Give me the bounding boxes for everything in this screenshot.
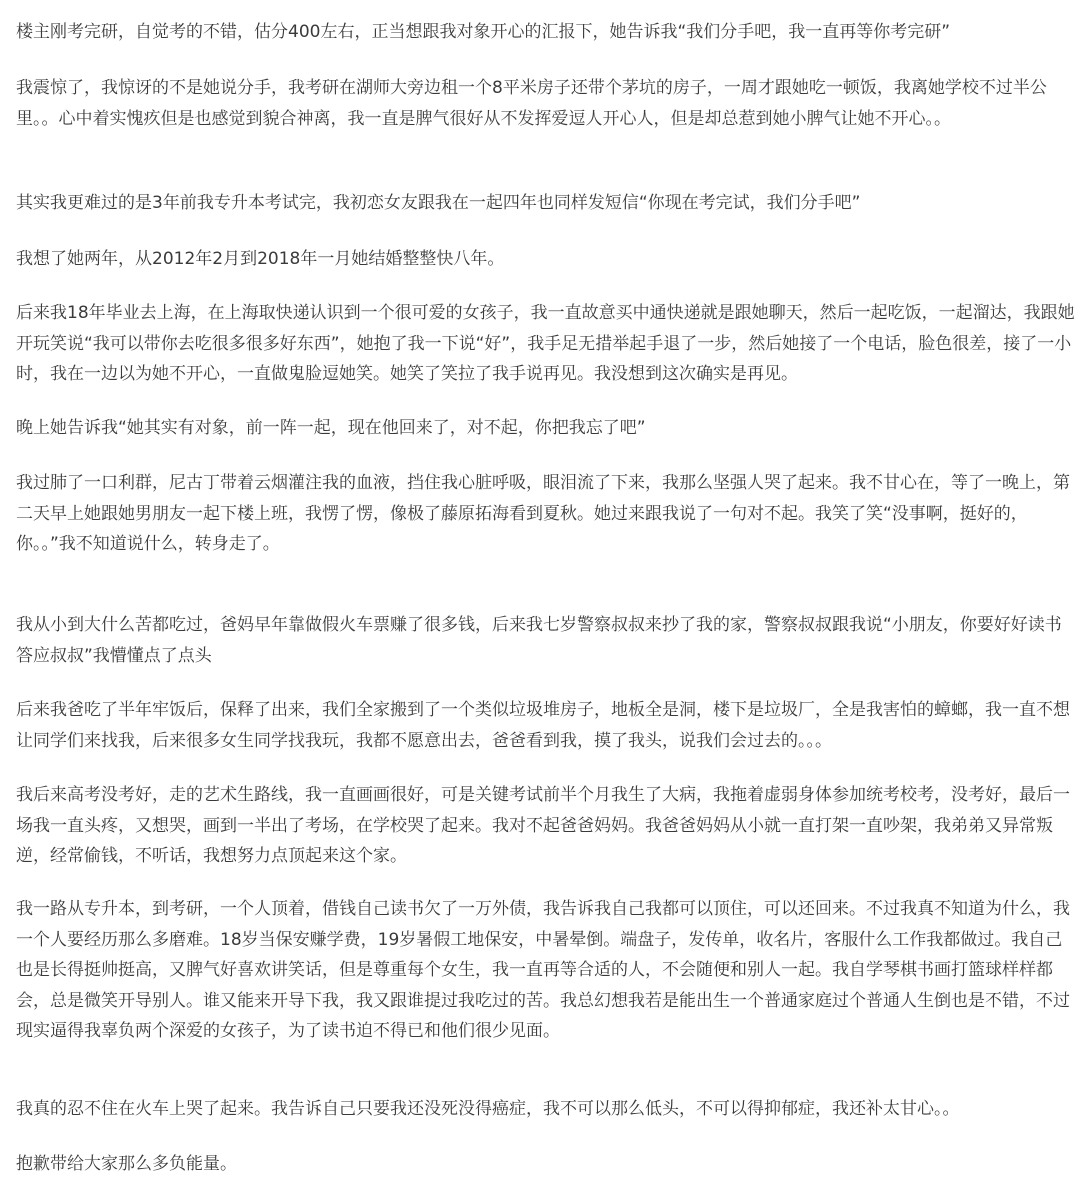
post-paragraph: 楼主刚考完研，自觉考的不错，估分400左右，正当想跟我对象开心的汇报下，她告诉我“我们分手吧，我一直再等你考完研” — [16, 22, 951, 42]
post-paragraph: 我后来高考没考好，走的艺术生路线，我一直画画很好，可是关键考试前半个月我生了大病，我拖着虚弱身体参加统考校考，没考好，最后一场我一直头疼，又想哭，画到一半出了考场，在学校哭了起来。我对不起爸爸妈妈。我爸爸妈妈从小就一直打架一直吵架，我弟弟又异常叛逆，经常偷钱，不听话，我想努力点顶起来这个家。 — [16, 785, 1070, 866]
post-paragraph: 抱歉带给大家那么多负能量。 — [16, 1154, 237, 1174]
post-paragraph: 我真的忍不住在火车上哭了起来。我告诉自己只要我还没死没得癌症，我不可以那么低头，不可以得抑郁症，我还补太甘心。。 — [16, 1099, 960, 1119]
post-paragraph: 我想了她两年，从2012年2月到2018年一月她结婚整整快八年。 — [16, 249, 505, 269]
post-paragraph: 我一路从专升本，到考研，一个人顶着，借钱自己读书欠了一万外债，我告诉我自己我都可以顶住，可以还回来。不过我真不知道为什么，我一个人要经历那么多磨难。18岁当保安赚学费，19岁暑假工地保安，中暑晕倒。端盘子，发传单，收名片，客服什么工作我都做过。我自己也是长得挺帅挺高，又脾气好喜欢讲笑话，但是尊重每个女生，我一直再等合适的人，不会随便和别人一起。我自学琴棋书画打篮球样样都会，总是微笑开导别人。谁又能来开导下我，我又跟谁提过我吃过的苦。我总幻想我若是能出生一个普通家庭过个普通人生倒也是不错，不过现实逼得我辜负两个深爱的女孩子，为了读书迫不得已和他们很少见面。 — [16, 899, 1070, 1041]
post-paragraph: 后来我18年毕业去上海，在上海取快递认识到一个很可爱的女孩子，我一直故意买中通快递就是跟她聊天，然后一起吃饭，一起溜达，我跟她开玩笑说“我可以带你去吃很多很多好东西”，她抱了我一下说“好”，我手足无措举起手退了一步，然后她接了一个电话，脸色很差，接了一小时，我在一边以为她不开心，一直做鬼脸逗她笑。她笑了笑拉了我手说再见。我没想到这次确实是再见。 — [16, 303, 1075, 384]
post-paragraph: 晚上她告诉我“她其实有对象，前一阵一起，现在他回来了，对不起，你把我忘了吧” — [16, 418, 646, 438]
post-paragraph: 后来我爸吃了半年牢饭后，保释了出来，我们全家搬到了一个类似垃圾堆房子，地板全是洞，楼下是垃圾厂，全是我害怕的蟑螂，我一直不想让同学们来找我，后来很多女生同学找我玩，我都不愿意出去，爸爸看到我，摸了我头，说我们会过去的。。。 — [16, 700, 1070, 751]
post-paragraph: 我震惊了，我惊讶的不是她说分手，我考研在湖师大旁边租一个8平米房子还带个茅坑的房子，一周才跟她吃一顿饭，我离她学校不过半公里。。心中着实愧疚但是也感觉到貌合神离，我一直是脾气很好从不发挥爱逗人开心人，但是却总惹到她小脾气让她不开心。。 — [16, 78, 1047, 129]
post-paragraph: 其实我更难过的是3年前我专升本考试完，我初恋女友跟我在一起四年也同样发短信“你现在考完试，我们分手吧” — [16, 193, 861, 213]
post-paragraph: 我过肺了一口利群，尼古丁带着云烟灌注我的血液，挡住我心脏呼吸，眼泪流了下来，我那么坚强人哭了起来。我不甘心在，等了一晚上，第二天早上她跟她男朋友一起下楼上班，我愣了愣，像极了藤原拓海看到夏秋。她过来跟我说了一句对不起。我笑了笑“没事啊，挺好的，你。。”我不知道说什么，转身走了。 — [16, 473, 1070, 554]
post-paragraph: 我从小到大什么苦都吃过，爸妈早年靠做假火车票赚了很多钱，后来我七岁警察叔叔来抄了我的家，警察叔叔跟我说“小朋友，你要好好读书答应叔叔”我懵懂点了点头 — [16, 615, 1062, 666]
